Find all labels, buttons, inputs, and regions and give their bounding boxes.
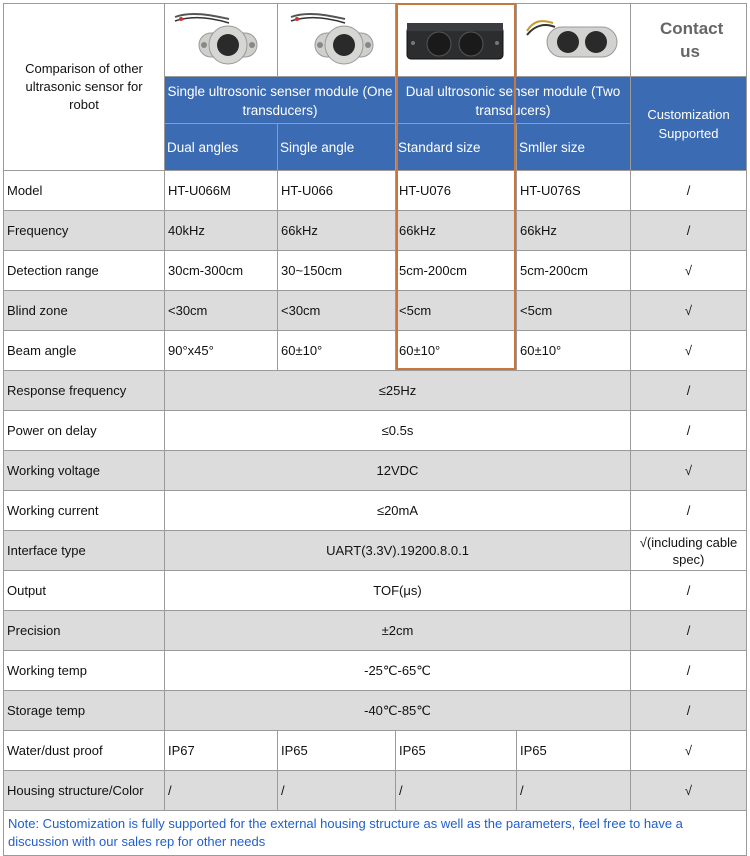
customization-mark: √ <box>631 251 747 291</box>
customization-mark: √ <box>631 451 747 491</box>
cell-value: 30~150cm <box>278 251 396 291</box>
shared-value: -40℃-85℃ <box>165 691 631 731</box>
table-row <box>4 491 747 531</box>
group-single: Single ultrosonic senser module (One transducers) <box>165 77 396 124</box>
product-image-u066m <box>165 4 278 77</box>
cell-value: IP65 <box>278 731 396 771</box>
product-image-u076s <box>517 4 631 77</box>
row-label: Blind zone <box>4 291 165 331</box>
row-label: Housing structure/Color <box>4 771 165 811</box>
dual-transducer-sensor-black-icon <box>401 9 511 71</box>
subheader-smaller-size: Smller size <box>517 124 631 171</box>
shared-value: ≤20mA <box>165 491 631 531</box>
cell-value: IP65 <box>517 731 631 771</box>
cell-value: / <box>517 771 631 811</box>
customization-header: Customization Supported <box>631 77 747 171</box>
group-dual: Dual ultrosonic senser module (Two transducers) <box>396 77 631 124</box>
table-row <box>4 371 747 411</box>
dual-transducer-sensor-grey-icon <box>519 9 629 71</box>
product-image-u076 <box>396 4 517 77</box>
cell-value: IP67 <box>165 731 278 771</box>
cell-value: 60±10° <box>278 331 396 371</box>
customization-mark: / <box>631 171 747 211</box>
table-row <box>4 411 747 451</box>
subheader-single-angle: Single angle <box>278 124 396 171</box>
table-row <box>4 291 747 331</box>
shared-value: ≤0.5s <box>165 411 631 451</box>
table-row <box>4 611 747 651</box>
cell-value: / <box>396 771 517 811</box>
customization-mark: √ <box>631 731 747 771</box>
row-label: Beam angle <box>4 331 165 371</box>
row-label: Storage temp <box>4 691 165 731</box>
customization-mark: / <box>631 211 747 251</box>
row-label: Interface type <box>4 531 165 571</box>
shared-value: UART(3.3V).19200.8.0.1 <box>165 531 631 571</box>
row-label: Working temp <box>4 651 165 691</box>
cell-value: / <box>165 771 278 811</box>
row-label: Model <box>4 171 165 211</box>
cell-value: 60±10° <box>517 331 631 371</box>
table-row <box>4 651 747 691</box>
shared-value: -25℃-65℃ <box>165 651 631 691</box>
contact-label[interactable]: Contact us <box>660 19 724 61</box>
cell-value: 40kHz <box>165 211 278 251</box>
cell-value: HT-U066M <box>165 171 278 211</box>
row-label: Frequency <box>4 211 165 251</box>
customization-note: Note: Customization is fully supported for the external housing structure as well as the parameters, feel free to have a discussion with our sales rep for other needs <box>4 811 747 856</box>
subheader-standard-size: Standard size <box>396 124 517 171</box>
table-row <box>4 571 747 611</box>
customization-mark: / <box>631 571 747 611</box>
cell-value: 66kHz <box>396 211 517 251</box>
comparison-table <box>3 3 747 856</box>
cell-value: <30cm <box>165 291 278 331</box>
table-title: Comparison of other ultrasonic sensor for robot <box>4 4 165 171</box>
row-label: Precision <box>4 611 165 651</box>
cell-value: 66kHz <box>278 211 396 251</box>
product-image-u066 <box>278 4 396 77</box>
cell-value: HT-U076S <box>517 171 631 211</box>
single-transducer-sensor-icon <box>287 9 387 71</box>
customization-mark: / <box>631 371 747 411</box>
table-row <box>4 251 747 291</box>
cell-value: 66kHz <box>517 211 631 251</box>
cell-value: 5cm-200cm <box>396 251 517 291</box>
row-label: Output <box>4 571 165 611</box>
table-row <box>4 171 747 211</box>
table-row <box>4 691 747 731</box>
contact-us-link[interactable] <box>631 4 747 77</box>
cell-value: / <box>278 771 396 811</box>
customization-mark: / <box>631 411 747 451</box>
cell-value: 5cm-200cm <box>517 251 631 291</box>
table-row <box>4 451 747 491</box>
customization-mark: / <box>631 651 747 691</box>
cell-value: 60±10° <box>396 331 517 371</box>
row-label: Power on delay <box>4 411 165 451</box>
cell-value: IP65 <box>396 731 517 771</box>
shared-value: ≤25Hz <box>165 371 631 411</box>
cell-value: 90°x45° <box>165 331 278 371</box>
subheader-dual-angles: Dual angles <box>165 124 278 171</box>
table-row <box>4 331 747 371</box>
row-label: Detection range <box>4 251 165 291</box>
cell-value: 30cm-300cm <box>165 251 278 291</box>
table-row <box>4 211 747 251</box>
customization-mark: / <box>631 491 747 531</box>
customization-mark: √ <box>631 291 747 331</box>
cell-value: HT-U066 <box>278 171 396 211</box>
shared-value: ±2cm <box>165 611 631 651</box>
shared-value: 12VDC <box>165 451 631 491</box>
single-transducer-sensor-icon <box>171 9 271 71</box>
cell-value: <30cm <box>278 291 396 331</box>
customization-mark: √(including cable spec) <box>631 531 747 571</box>
row-label: Working voltage <box>4 451 165 491</box>
table-row <box>4 731 747 771</box>
table-row <box>4 771 747 811</box>
row-label: Response frequency <box>4 371 165 411</box>
row-label: Water/dust proof <box>4 731 165 771</box>
customization-mark: / <box>631 691 747 731</box>
customization-mark: √ <box>631 331 747 371</box>
table-row <box>4 531 747 571</box>
shared-value: TOF(μs) <box>165 571 631 611</box>
cell-value: <5cm <box>517 291 631 331</box>
cell-value: HT-U076 <box>396 171 517 211</box>
customization-mark: / <box>631 611 747 651</box>
cell-value: <5cm <box>396 291 517 331</box>
customization-mark: √ <box>631 771 747 811</box>
row-label: Working current <box>4 491 165 531</box>
